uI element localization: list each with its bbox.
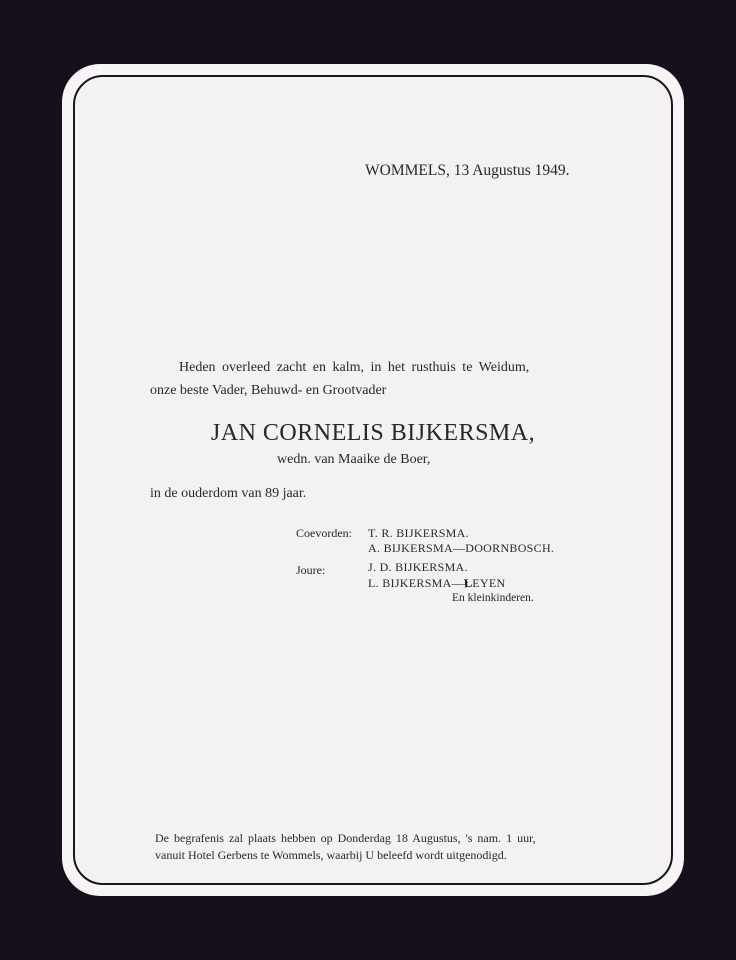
ink-correction-mark: Ł: [463, 575, 473, 591]
family-place-coevorden: Coevorden:: [296, 526, 352, 540]
family-place-joure: Joure:: [296, 563, 326, 577]
family-member-name: L. BIJKERSMA—: [368, 576, 464, 590]
family-member-name-suffix: EYEN: [472, 576, 506, 590]
family-member: [368, 576, 505, 591]
date-line: WOMMELS, 13 Augustus 1949.: [365, 162, 570, 179]
age-line: in de ouderdom van 89 jaar.: [150, 486, 307, 501]
card-inner-panel: [73, 75, 673, 885]
funeral-line-2: vanuit Hotel Gerbens te Wommels, waarbij U beleefd wordt uitgenodigd.: [155, 848, 507, 862]
grandchildren-line: En kleinkinderen.: [452, 592, 534, 604]
funeral-line-1: De begrafenis zal plaats hebben op Donderdag 18 Augustus, 's nam. 1 uur,: [155, 831, 536, 845]
family-member: T. R. BIJKERSMA.: [368, 526, 469, 540]
widower-of: wedn. van Maaike de Boer,: [277, 452, 431, 467]
announcement-line-1: Heden overleed zacht en kalm, in het rusthuis te Weidum,: [179, 360, 530, 375]
deceased-name: JAN CORNELIS BIJKERSMA,: [210, 420, 536, 446]
family-member: J. D. BIJKERSMA.: [368, 560, 468, 574]
family-member: A. BIJKERSMA—DOORNBOSCH.: [368, 541, 555, 555]
announcement-line-2: onze beste Vader, Behuwd- en Grootvader: [150, 383, 387, 398]
